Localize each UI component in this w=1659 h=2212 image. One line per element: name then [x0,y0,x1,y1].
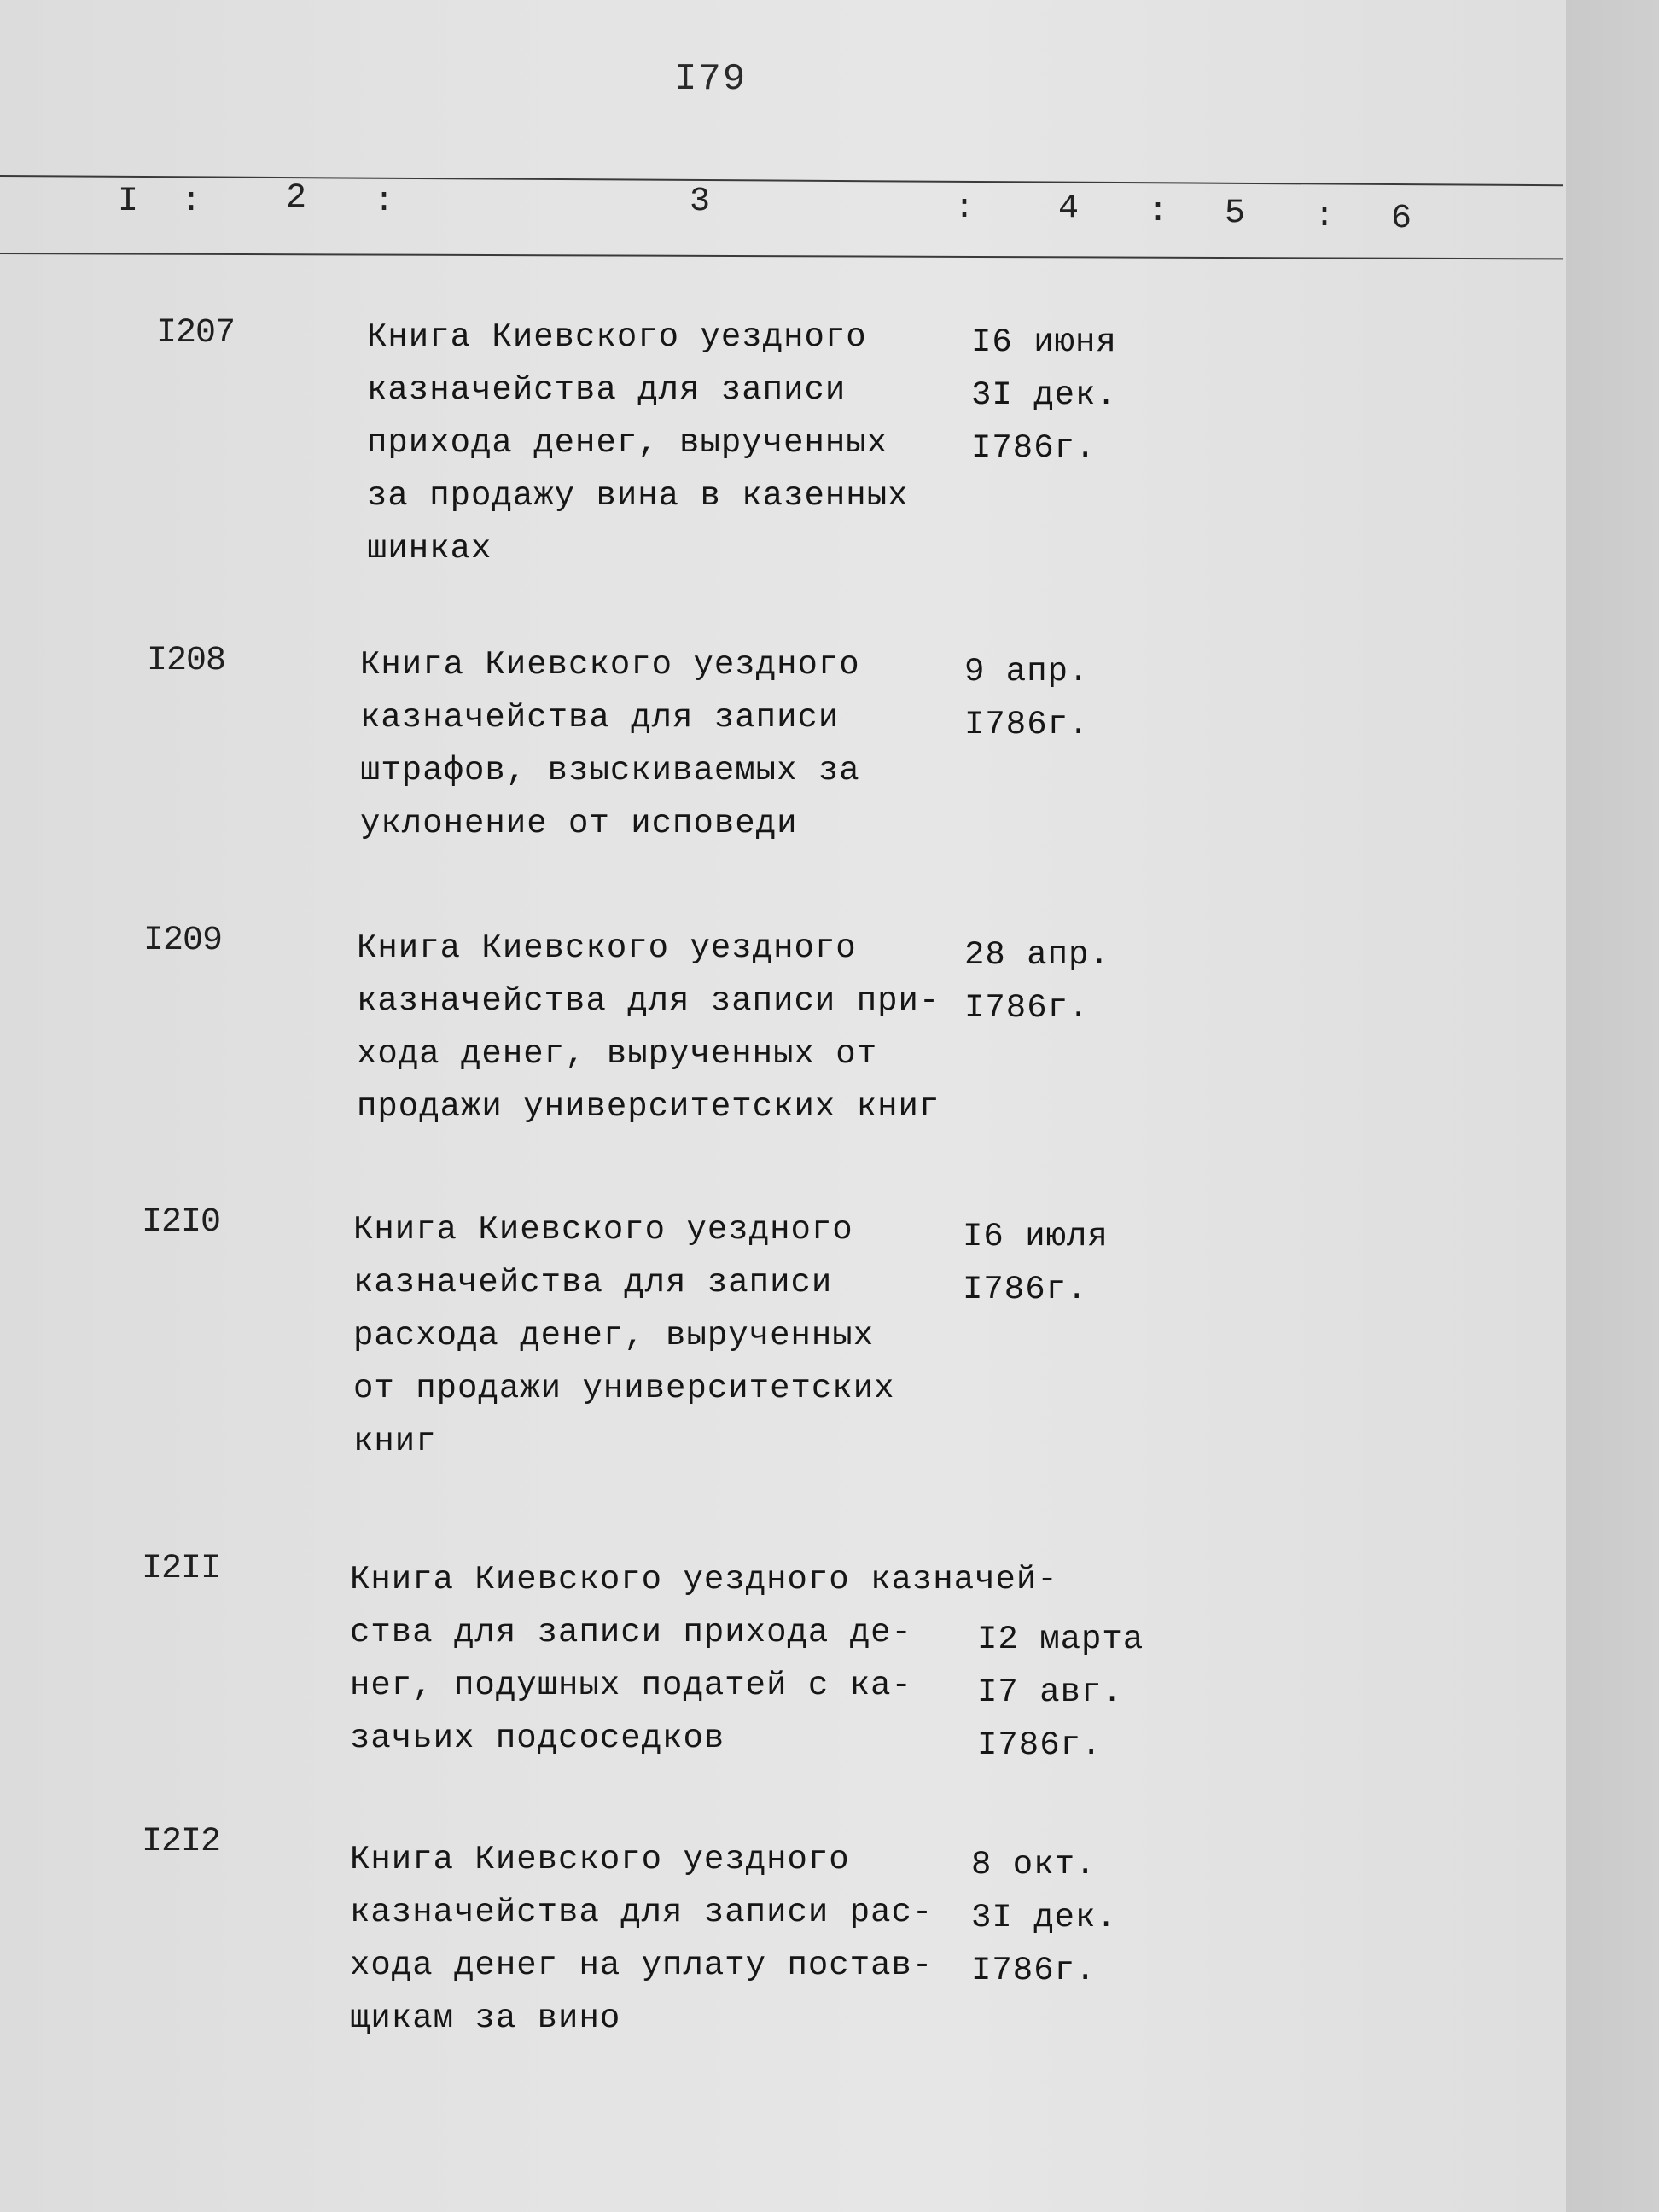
date-line: I786г. [964,706,1090,743]
entry-number: I2I2 [142,1823,221,1861]
title-line: Книга Киевского уездного [357,929,857,967]
date-line: I7 авг. [977,1674,1123,1711]
title-line: ства для записи прихода де- [350,1614,912,1651]
date-line: I786г. [964,989,1090,1027]
title-line: казначейства для записи при- [357,982,940,1020]
title-line: прихода денег, вырученных [367,424,888,462]
title-line: от продажи университетских [353,1370,895,1407]
title-line: щикам за вино [350,2000,621,2037]
column-separator: : [374,183,395,221]
entry-date [964,645,1089,751]
entry-date [977,1613,1144,1772]
entry-date [963,1210,1109,1316]
title-line: казначейства для записи [360,699,840,736]
entry-number: I2I0 [142,1203,221,1242]
title-line: казначейства для записи [353,1264,833,1301]
column-separator: : [1148,193,1169,231]
title-line: хода денег на уплату постав- [350,1947,934,1984]
title-line: нег, подушных податей с ка- [350,1667,912,1704]
date-line: 8 окт. [971,1846,1097,1883]
page-number: I79 [674,58,748,101]
column-header-6: 6 [1391,200,1412,238]
entry-number: I2II [142,1550,221,1588]
title-line: уклонение от исповеди [360,805,798,842]
column-header-3: 3 [690,183,711,221]
title-line: Книга Киевского уездного [360,646,860,684]
title-line: Книга Киевского уездного [350,1841,850,1878]
date-line: I6 июня [971,323,1117,361]
title-line: Книга Киевского уездного [353,1211,853,1249]
title-line: за продажу вина в казенных [367,477,909,515]
column-separator: : [954,189,975,228]
title-line: хода денег, вырученных от [357,1035,878,1073]
title-line: книг [353,1423,437,1460]
column-separator: : [1314,198,1336,236]
entry-number: I207 [156,314,236,352]
date-line: I786г. [977,1726,1103,1764]
title-line: казначейства для записи рас- [350,1894,934,1931]
title-line: зачьих подсоседков [350,1720,725,1757]
column-header-1: I [118,183,139,221]
title-line: продажи университетских книг [357,1088,940,1126]
title-line: штрафов, взыскиваемых за [360,752,860,789]
column-header-5: 5 [1225,195,1246,233]
title-line: Книга Киевского уездного [367,318,867,356]
title-line: казначейства для записи [367,371,847,409]
column-header-4: 4 [1058,189,1080,228]
entry-title [350,1553,1058,1765]
entry-title [357,922,940,1133]
entry-title [353,1203,895,1468]
column-header-2: 2 [286,179,307,218]
date-line: 9 апр. [964,653,1090,690]
date-line: I2 марта [977,1621,1144,1658]
column-separator: : [181,183,202,221]
date-line: 28 апр. [964,936,1110,974]
entry-date [964,928,1110,1034]
entry-number: I208 [147,642,226,680]
scan-background-strip [1566,0,1659,2212]
entry-number: I209 [143,922,223,960]
entry-title [360,638,860,850]
date-line: I6 июля [963,1218,1109,1255]
entry-title [367,311,909,575]
title-line: Книга Киевского уездного казначей- [350,1561,1058,1598]
title-line: расхода денег, вырученных [353,1317,875,1354]
date-line: I786г. [971,429,1097,467]
date-line: 3I дек. [971,1899,1117,1936]
date-line: I786г. [963,1271,1088,1308]
entry-title [350,1833,933,2045]
entry-date [971,316,1117,474]
title-line: шинках [367,530,492,568]
entry-date [971,1838,1117,1997]
date-line: 3I дек. [971,376,1117,414]
date-line: I786г. [971,1952,1097,1989]
